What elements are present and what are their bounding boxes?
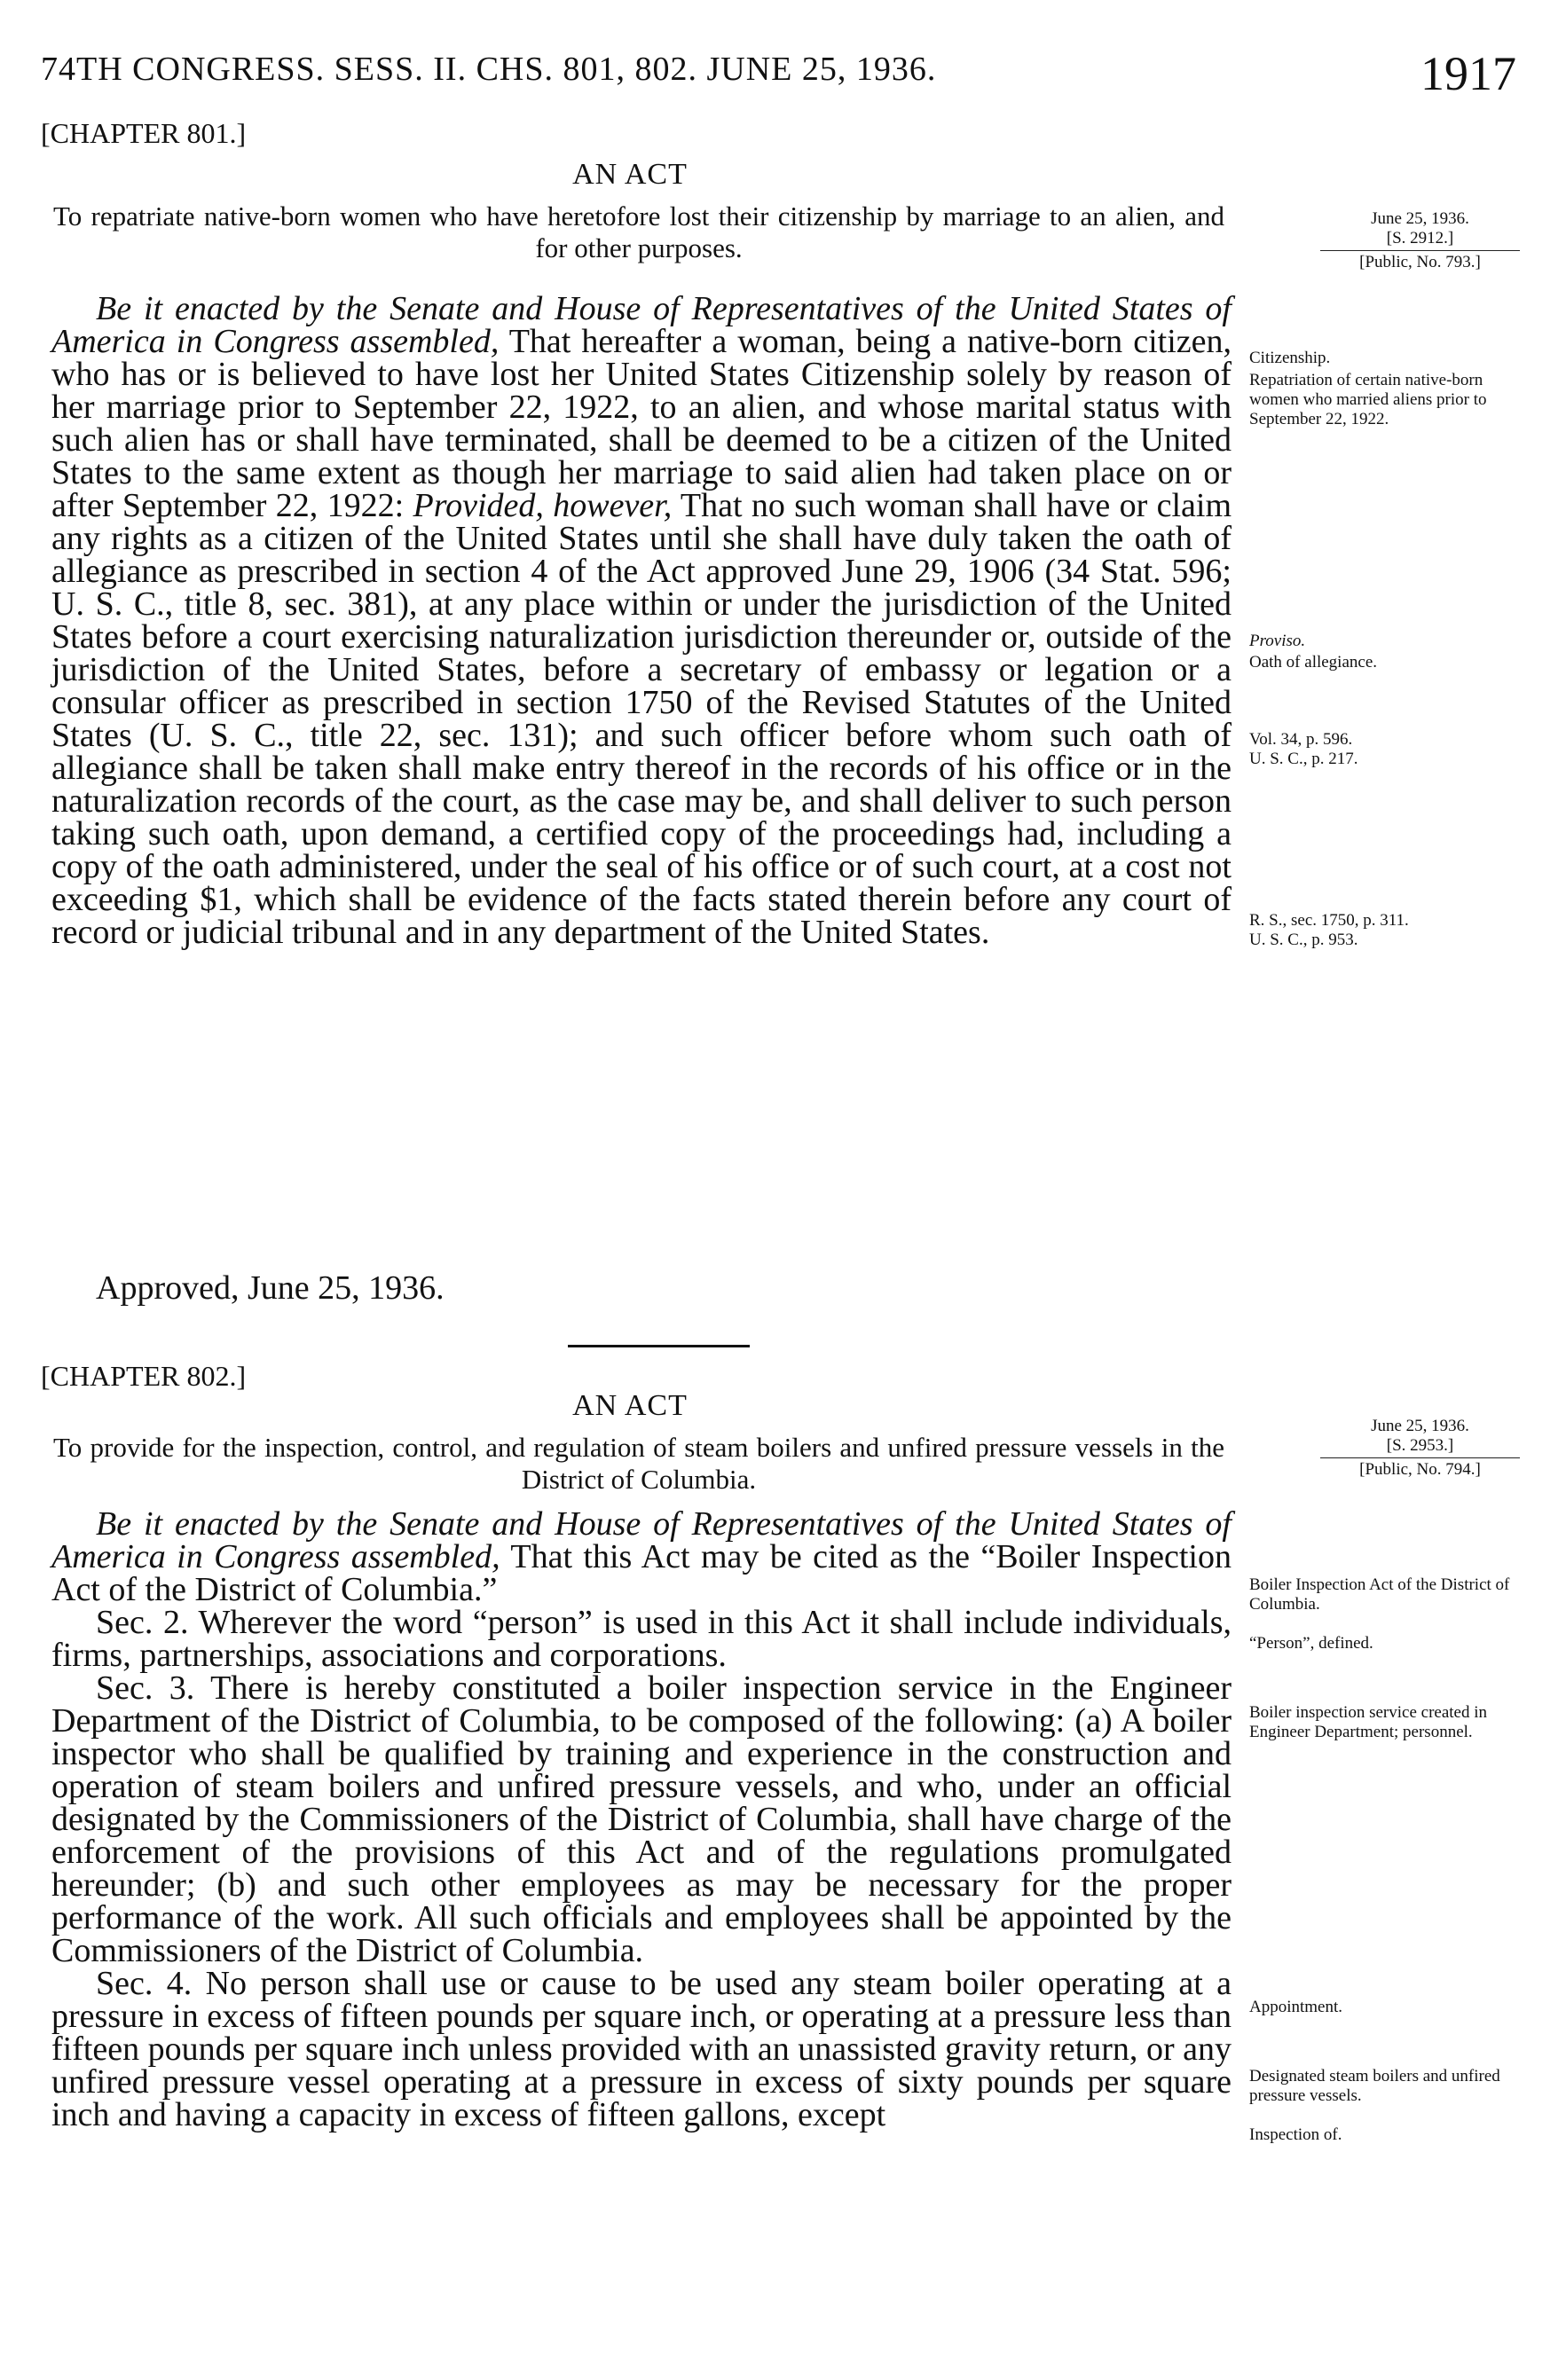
chapter-801-reference xyxy=(1320,209,1520,272)
chapter-801-title: To repatriate native-born women who have heretofore lost their citizenship by marriage to an alien, and for other purposes. xyxy=(53,200,1224,263)
margin-note-vol-ref: Vol. 34, p. 596. xyxy=(1249,730,1353,749)
margin-note-usc-ref-2: U. S. C., p. 953. xyxy=(1249,931,1358,949)
section-4-label: Sec. 4. xyxy=(96,1965,193,2002)
chapter-802-label: [CHAPTER 802.] xyxy=(41,1360,247,1392)
margin-note-oath: Oath of allegiance. xyxy=(1249,653,1378,672)
chapter-801-approved: Approved, June 25, 1936. xyxy=(96,1269,445,1307)
section-3-text: There is hereby constituted a boiler inspection service in the Engineer Department of the District of Columbia, to be composed of the following: (a) A boiler inspector who shall be qualified by training and experience in the construction and operation of steam boilers and unfired pressure vessels, and who, under an official designated by the Commissioners of the District of Columbia, shall have charge of the enforcement of the provisions of this Act and of the regulations promulgated hereunder; (b) and such other employees as may be necessary for the proper performance of the work. All such officials and employees shall be appointed by the Commissioners of the District of Columbia. xyxy=(51,1669,1232,1969)
chapter-801-date: June 25, 1936. xyxy=(1371,209,1469,228)
margin-note-service: Boiler inspection service created in Engineer Department; personnel. xyxy=(1249,1703,1488,1741)
margin-note-person: “Person”, defined. xyxy=(1249,1634,1373,1653)
page-number: 1917 xyxy=(1420,47,1516,100)
section-3-label: Sec. 3. xyxy=(96,1669,195,1707)
section-3 xyxy=(51,1669,1232,1969)
chapter-802-date: June 25, 1936. xyxy=(1371,1417,1469,1435)
chapter-801-public-law: [Public, No. 793.] xyxy=(1359,253,1481,271)
chapter-802-paragraph-1 xyxy=(51,1505,1232,1608)
chapter-801-paragraph xyxy=(51,290,1232,951)
chapter-801-heading: AN ACT xyxy=(572,158,688,191)
section-2-text: Wherever the word “person” is used in this Act it shall include individuals, firms, partnerships, associations and corporations. xyxy=(51,1604,1232,1674)
section-text: That this Act may be cited as the “Boiler Inspection Act of the District of Columbia.” xyxy=(51,1538,1232,1608)
chapter-801-body xyxy=(51,290,1232,951)
chapter-802-reference xyxy=(1320,1417,1520,1480)
section-4 xyxy=(51,1965,1232,2133)
chapter-801-label: [CHAPTER 801.] xyxy=(41,117,247,149)
margin-note-appointment: Appointment. xyxy=(1249,1998,1343,2016)
section-text: That hereafter a woman, being a native-born citizen, who has or is believed to have lost her United States Citizenship solely by reason of her marriage prior to September 22, 1922, to an alien, and whose marital status with such alien has or shall have terminated, shall be deemed to be a citizen of the United States to the same extent as though her marriage to said alien had taken place on or after September 22, 1922: xyxy=(51,323,1232,524)
margin-note-usc-ref: U. S. C., p. 217. xyxy=(1249,750,1358,768)
proviso-text: That no such woman shall have or claim any rights as a citizen of the United States until she shall have duly taken the oath of allegiance as prescribed in section 4 of the Act approved June 29, 1906 (34 Stat. 596; U. S. C., title 8, sec. 381), at any place within or under the jurisdiction of the United States before a court exercising naturalization jurisdiction thereunder or, outside of the jurisdiction of the United States, before a secretary of embassy or legation or a consular officer as prescribed in section 1750 of the Revised Statutes of the United States (U. S. C., title 22, sec. 131); and such officer before whom such oath of allegiance shall be taken shall make entry thereof in the records of his office or in the naturalization records of the court, as the case may be, and shall deliver to such person taking such oath, upon demand, a certified copy of the proceedings had, including a copy of the oath administered, under the seal of his office or of such court, at a cost not exceeding $1, which shall be evidence of the facts stated therein before any court of record or judicial tribunal and in any department of the United States. xyxy=(51,487,1232,951)
chapter-802-bill: [S. 2953.] xyxy=(1386,1436,1454,1455)
proviso-label: Provided, however, xyxy=(413,487,673,524)
section-2 xyxy=(51,1606,1232,1672)
margin-note-citizenship: Citizenship. xyxy=(1249,349,1331,367)
chapter-801-bill: [S. 2912.] xyxy=(1386,229,1454,247)
reference-rule xyxy=(1320,250,1520,251)
margin-note-designated: Designated steam boilers and unfired pressure vessels. xyxy=(1249,2067,1500,2105)
section-4-text: No person shall use or cause to be used any steam boiler operating at a pressure in excess of fifteen pounds per square inch, or operating at a pressure less than fifteen pounds per square inch unless provided with an unassisted gravity return, or any unfired pressure vessel operating at a pressure in excess of sixty pounds per square inch and having a capacity in excess of fifteen gallons, except xyxy=(51,1965,1232,2133)
enacting-clause: Be it enacted by the Senate and House of Representatives of the United States of America in Congress assembled, xyxy=(51,290,1232,360)
chapter-802-title: To provide for the inspection, control, and regulation of steam boilers and unfired pressure vessels in the District of Columbia. xyxy=(53,1432,1224,1495)
margin-note-proviso xyxy=(1249,632,1515,651)
chapter-divider xyxy=(568,1345,750,1347)
margin-note-short-title: Boiler Inspection Act of the District of Columbia. xyxy=(1249,1575,1510,1614)
margin-note-rs-ref: R. S., sec. 1750, p. 311. xyxy=(1249,911,1409,930)
margin-note-inspection: Inspection of. xyxy=(1249,2125,1342,2144)
margin-note-repatriation: Repatriation of certain native-born women who married aliens prior to September 22, 1922. xyxy=(1249,371,1487,428)
chapter-802-heading: AN ACT xyxy=(572,1389,688,1422)
chapter-802-public-law: [Public, No. 794.] xyxy=(1359,1460,1481,1479)
margin-note-proviso-label: Proviso. xyxy=(1249,632,1306,650)
running-head: 74TH CONGRESS. SESS. II. CHS. 801, 802. JUNE 25, 1936. xyxy=(41,51,937,88)
reference-rule xyxy=(1320,1457,1520,1458)
enacting-clause: Be it enacted by the Senate and House of Representatives of the United States of America in Congress assembled, xyxy=(51,1505,1232,1575)
chapter-802-body xyxy=(51,1505,1232,2133)
section-2-label: Sec. 2. xyxy=(96,1604,189,1641)
